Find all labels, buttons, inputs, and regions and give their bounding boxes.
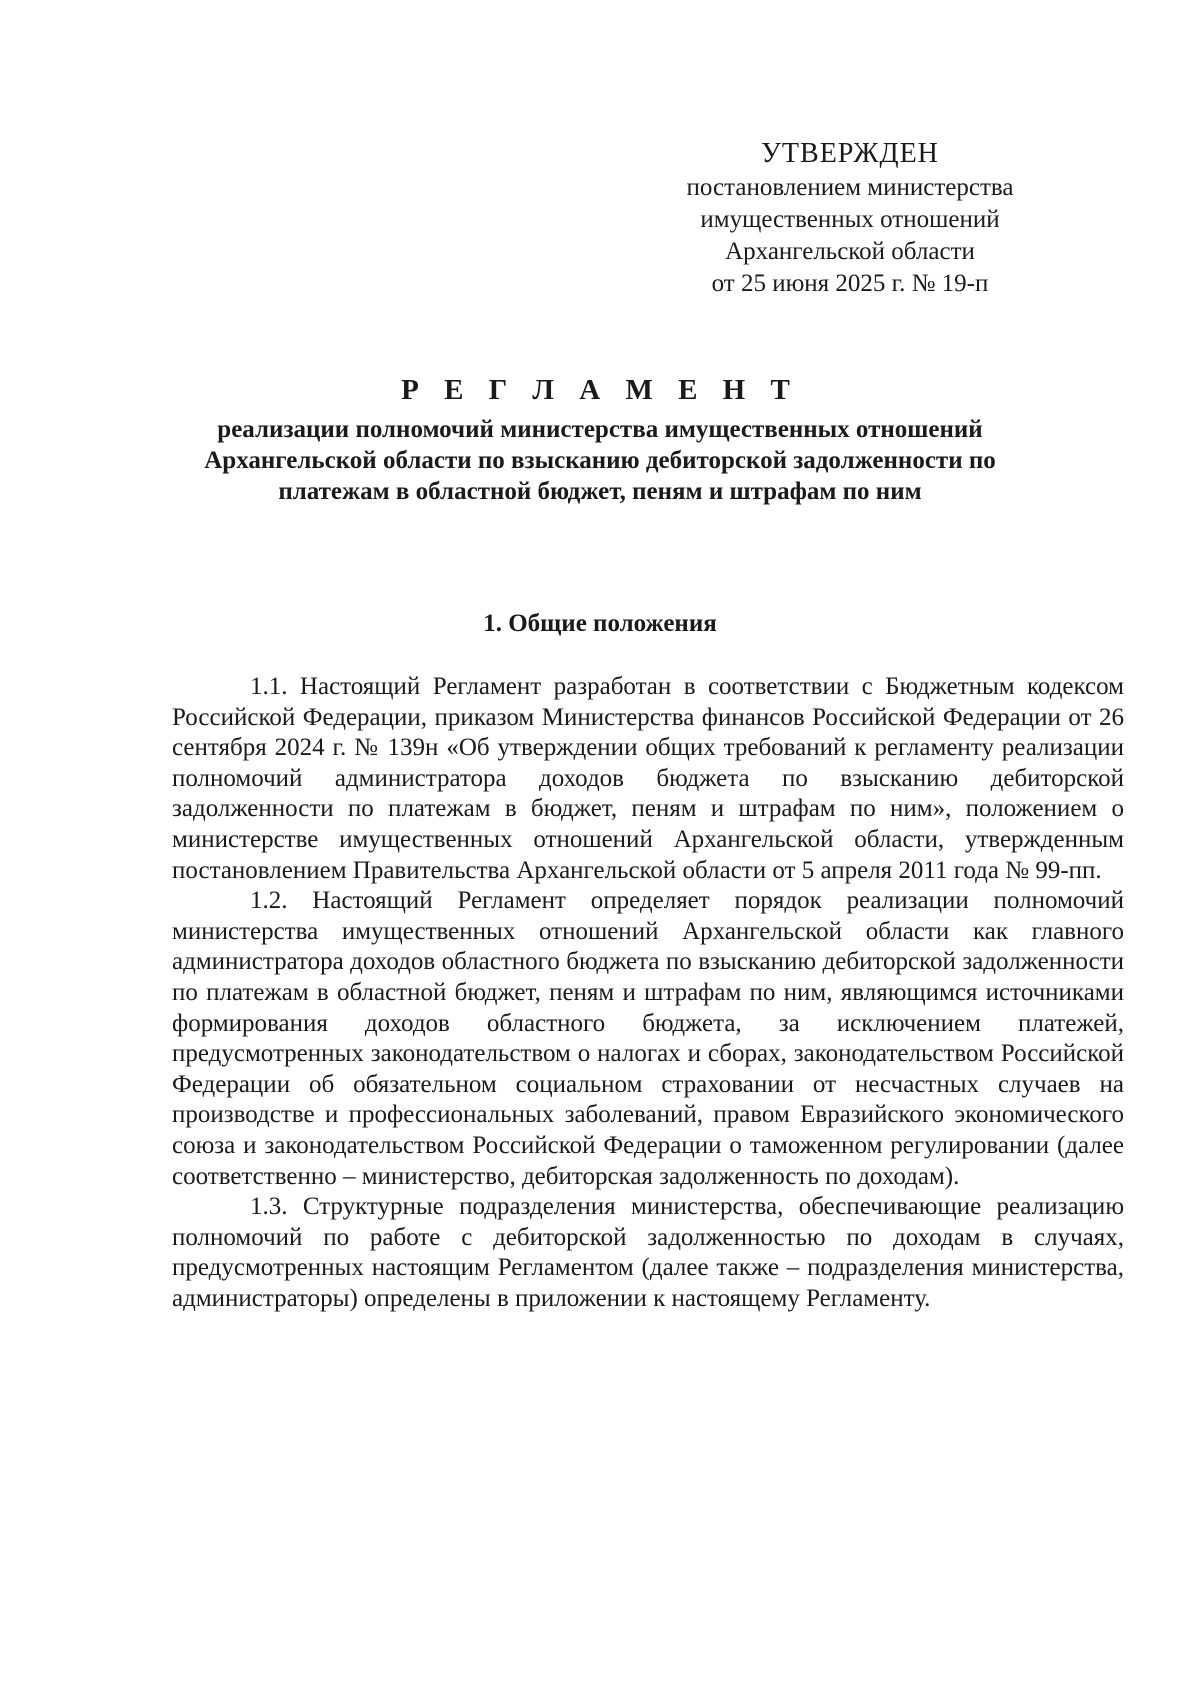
paragraph-1-1: 1.1. Настоящий Регламент разработан в соответствии с Бюджетным кодексом Российской Федерации, приказом Министерства финансов Российской Федерации от 26 сентября 2024 г. № 139н «Об утверждении общих требований к регламенту реализации полномочий администратора доходов бюджета по взысканию дебиторской задолженности по платежам в бюджет, пеням и штрафам по ним», положением о министерстве имущественных отношений Архангельской области, утвержденным постановлением Правительства Архангельской области от 5 апреля 2011 года № 99-пп. (172, 673, 1124, 884)
section-heading: 1. Общие положения (483, 610, 717, 637)
approval-stamp-block (640, 138, 1060, 300)
approval-date-number: от 25 июня 2025 г. № 19-п (711, 270, 989, 297)
paragraph-1-3: 1.3. Структурные подразделения министерства, обеспечивающие реализацию полномочий по работе с дебиторской задолженностью по доходам в случаях, предусмотренных настоящим Регламентом (далее также – подразделения министерства, администраторы) определены в приложении к настоящему Регламенту. (172, 1193, 1124, 1312)
document-subject: реализации полномочий министерства имущественных отношений Архангельской области по взысканию дебиторской задолженности по платежам в областной бюджет, пеням и штрафам по ним (204, 416, 996, 505)
approval-line: постановлением министерства (686, 174, 1014, 201)
document-title-block (150, 372, 1050, 507)
section-body (172, 672, 1124, 1314)
paragraph-1-2: 1.2. Настоящий Регламент определяет порядок реализации полномочий министерства имущественных отношений Архангельской области как главного администратора доходов областного бюджета по взысканию дебиторской задолженности по платежам в областной бюджет, пеням и штрафам по ним, являющимся источниками формирования доходов областного бюджета, за исключением платежей, предусмотренных законодательством о налогах и сборах, законодательством Российской Федерации об обязательном социальном страховании от несчастных случаев на производстве и профессиональных заболеваний, правом Евразийского экономического союза и законодательством Российской Федерации о таможенном регулировании (далее соответственно – министерство, дебиторская задолженность по доходам). (172, 887, 1124, 1190)
approval-line: имущественных отношений (700, 206, 1000, 233)
approval-heading: УТВЕРЖДЕН (761, 138, 939, 169)
document-kind: Р Е Г Л А М Е Н Т (401, 374, 799, 406)
approval-line: Архангельской области (725, 238, 975, 265)
